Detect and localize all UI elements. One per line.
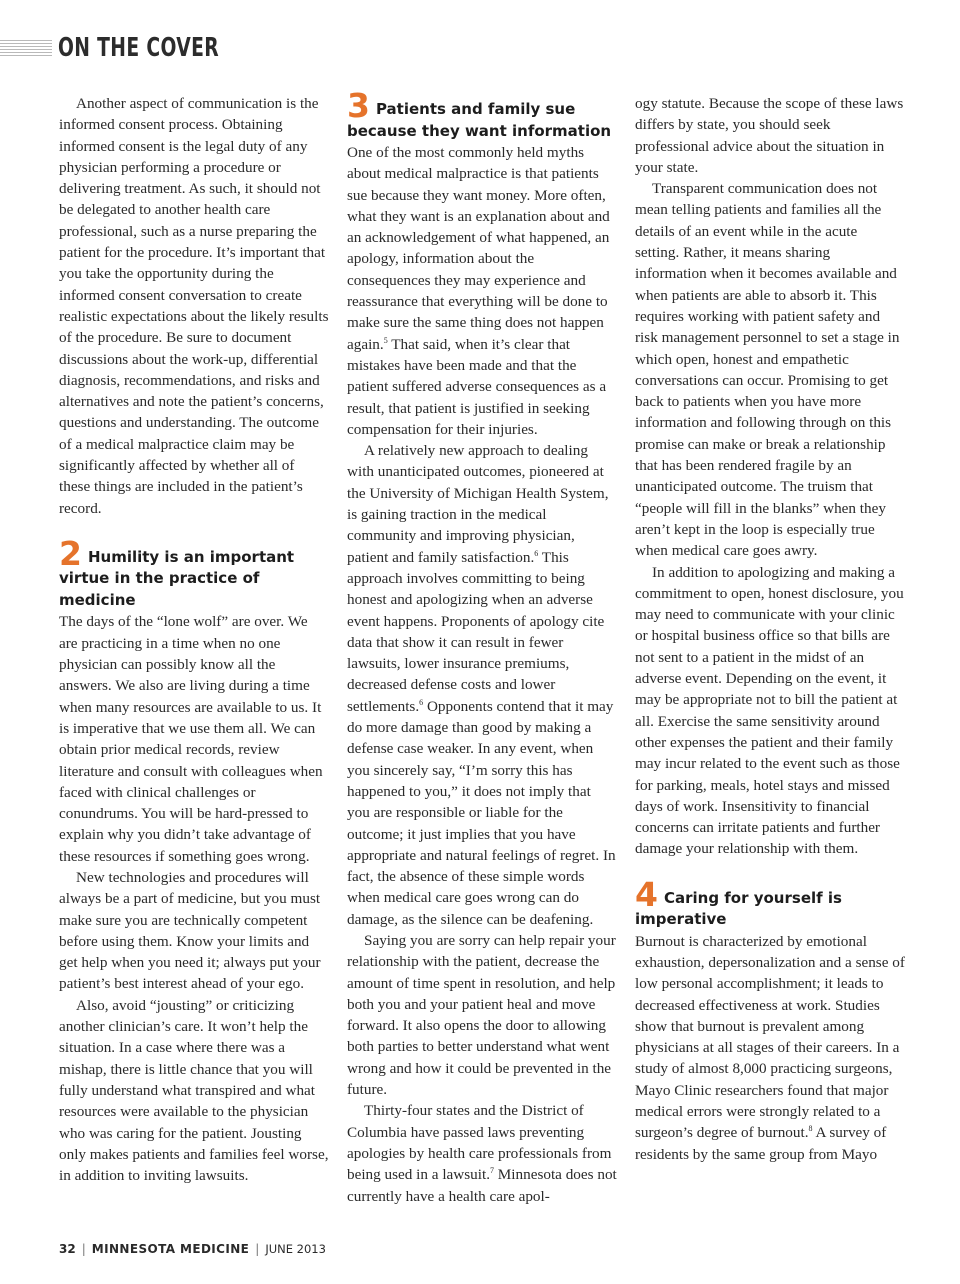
subheading-number: 4	[635, 874, 658, 914]
reference-marker: 6	[419, 697, 424, 707]
reference-marker: 8	[808, 1124, 813, 1134]
paragraph: Also, avoid “jousting” or criticizing another clinician’s care. It won’t help the situation. In a case where there was a mishap, there is little chance that you will fully understand what transpired and what resources were available to the physician who was caring for the patient. Jousting only makes patients and families feel worse, in addition to inviting lawsuits.	[59, 996, 329, 1185]
text-run: A survey of residents by the same group from Mayo	[635, 1124, 887, 1163]
section-title: ON THE COVER	[58, 33, 220, 63]
paragraph: The days of the “lone wolf” are over. We are practicing in a time when no one physician can possibly know all the answers. We also are living during a time when many resources are available to us. It is imperative that we use them all. We can obtain prior medical records, review literature and consult with colleagues when faced with clinical challenges or conundrums. You will be hard-pressed to explain why you didn’t take advantage of these resources if something goes wrong.	[59, 613, 323, 865]
reference-marker: 5	[383, 335, 388, 345]
paragraph: New technologies and procedures will always be a part of medicine, but you must make sure you are technically competent before using them. Know your limits and get help when you need it; always put your patient’s best interest ahead of your ego.	[59, 869, 321, 993]
page-footer	[59, 1240, 326, 1258]
magazine-name: MINNESOTA MEDICINE	[91, 1242, 250, 1256]
subheading-number: 3	[347, 86, 370, 125]
text-run: A relatively new approach to dealing with unanticipated outcomes, pioneered at the University of Michigan Health System, is gaining traction in the medical community and improving physician, patient and family satisfaction.	[347, 442, 609, 566]
page-number: 32	[59, 1242, 76, 1256]
footer-separator: |	[255, 1242, 260, 1256]
subheading-number: 2	[59, 533, 82, 573]
column-1	[59, 93, 329, 1186]
header-decoration	[0, 40, 52, 58]
paragraph: Transparent communication does not mean telling patients and families all the details of an event while in the acute setting. Rather, it means sharing information when it becomes available and when patients are able to absorb it. This requires working with patient safety and risk management personnel to set a stage in which open, honest and empathetic conversations can occur. Promising to get back to patients when you have more information and following through on this promise can make or break a relationship that has been rendered fragile by an unanticipated outcome. The truism that “people will fill in the blanks” when they aren’t kept in the loop is especially true when medical care goes awry.	[635, 180, 900, 560]
paragraph	[347, 142, 617, 440]
column-2	[347, 86, 617, 1207]
paragraph: Another aspect of communication is the informed consent process. Obtaining informed consent is the legal duty of any physician performing a procedure or delivering treatment. As such, it should not be delegated to another health care professional, such as a nurse preparing the patient for the procedure. It’s important that you take the opportunity during the informed consent conversation to create realistic expectations about the likely results of the procedure. Be sure to document discussions about the work-up, differential diagnosis, recommendations, and risks and alternatives and note the patient’s concerns, questions and understanding. The outcome of a medical malpractice claim may be significantly affected by whether all of these things are included in the patient’s record.	[59, 95, 329, 517]
paragraph: ogy statute. Because the scope of these laws differs by state, you should seek professional advice about the situation in your state.	[635, 95, 904, 176]
text-run: That said, when it’s clear that mistakes have been made and that the patient suffered adverse consequences as a result, that patient is justified in seeking compensation for their injuries.	[347, 335, 607, 438]
paragraph	[347, 1100, 617, 1206]
subheading-text: Caring for yourself is imperative	[635, 888, 842, 929]
text-run: Opponents contend that it may do more damage than good by making a defense case weaker. In any event, when you sincerely say, “I’m sorry this has happened to you,” it does not imply that you are responsible or liable for the outcome; it just implies that you have appropriate and natural feelings of regret. In fact, the absence of these simple words when medical care goes wrong can do damage, as the silence can be deafening.	[347, 697, 616, 928]
paragraph	[347, 440, 617, 930]
reference-marker: 7	[490, 1166, 494, 1176]
footer-separator: |	[81, 1242, 86, 1256]
text-run: Minnesota does not currently have a health care apol-	[347, 1166, 617, 1205]
text-run: One of the most commonly held myths about medical malpractice is that patients sue because they want money. More often, what they want is an explanation about and an acknowledgement of what happened, an apology, information about the consequences they may experience and reassurance that everything will be done to make sure the same thing does not happen again.	[347, 144, 610, 353]
subheading-3	[347, 86, 617, 142]
issue-date: JUNE 2013	[265, 1242, 326, 1256]
subheading-text: Patients and family sue because they want information	[347, 100, 612, 140]
column-3	[635, 93, 905, 1165]
text-run: Thirty-four states and the District of Columbia have passed laws preventing apologies by health care professionals from being used in a lawsuit.	[347, 1102, 612, 1184]
paragraph: In addition to apologizing and making a commitment to open, honest disclosure, you may need to communicate with your clinic or hospital business office so that bills are not sent to a patient in the midst of an adverse event. Depending on the event, it may be appropriate not to bill the patient at all. Exercise the same sensitivity around other expenses the patient and their family may incur related to the event such as those for parking, meals, hotel stays and missed days of work. Insensitivity to financial concerns can irritate patients and further damage your relationship with them.	[635, 563, 904, 858]
subheading-text: Humility is an important virtue in the practice of medicine	[59, 547, 295, 609]
paragraph: Saying you are sorry can help repair your relationship with the patient, decrease the amount of time spent in resolution, and help both you and your patient heal and move forward. It also opens the door to allowing both parties to better understand what went wrong and how it could be prevented in the future.	[347, 931, 616, 1099]
text-run: This approach involves committing to being honest and apologizing when an adverse event happens. Proponents of apology cite data that show it can result in fewer lawsuits, lower insurance premiums, decreased defense costs and lower settlements.	[347, 548, 605, 715]
text-run: Burnout is characterized by emotional exhaustion, depersonalization and a sense of low personal accomplishment; it leads to decreased effectiveness at work. Studies show that burnout is prevalent among physicians at all stages of their careers. In a study of almost 8,000 practicing surgeons, Mayo Clinic researchers found that major medical errors were strongly related to a surgeon’s degree of burnout.	[635, 932, 905, 1142]
subheading-4	[635, 874, 905, 931]
paragraph	[635, 931, 905, 1165]
subheading-2	[59, 533, 329, 612]
reference-marker: 6	[534, 548, 539, 558]
